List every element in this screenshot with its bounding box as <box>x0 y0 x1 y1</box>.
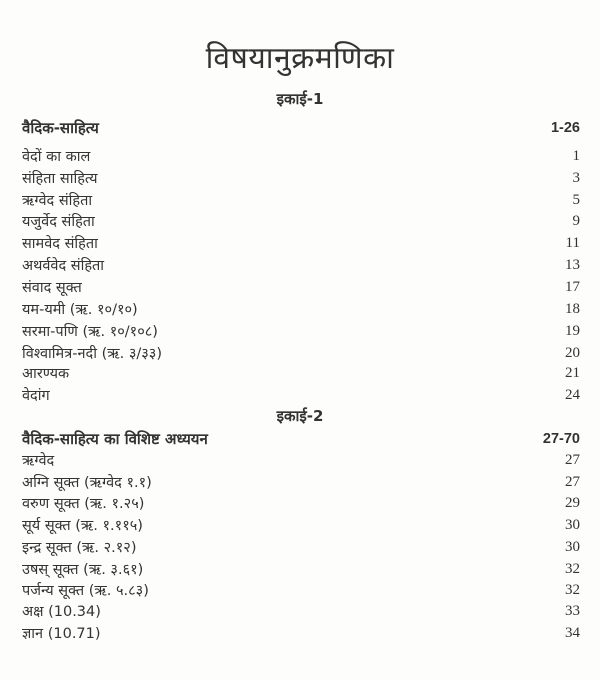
entry-title: सामवेद संहिता <box>22 236 98 252</box>
toc-entry <box>22 232 580 254</box>
entry-page: 34 <box>565 624 580 641</box>
entry-page: 3 <box>572 169 580 186</box>
toc-entry <box>22 579 580 601</box>
entry-title: संहिता साहित्य <box>22 171 98 187</box>
entry-page: 17 <box>565 278 580 295</box>
entry-title: वरुण सूक्त (ऋ. १.२५) <box>22 496 145 512</box>
toc-entry <box>22 298 580 320</box>
entry-page: 9 <box>572 212 580 229</box>
entry-title: सूर्य सूक्त (ऋ. १.११५) <box>22 518 143 534</box>
entry-title: इन्द्र सूक्त (ऋ. २.१२) <box>22 540 137 556</box>
entry-title: संवाद सूक्त <box>22 280 82 296</box>
toc-entry <box>22 189 580 211</box>
section-heading: वैदिक-साहित्य का विशिष्ट अध्ययन <box>22 430 208 448</box>
entry-page: 18 <box>565 300 580 317</box>
entry-title: ऋग्वेद संहिता <box>22 193 93 209</box>
entry-title: यम-यमी (ऋ. १०/१०) <box>22 302 138 318</box>
entry-page: 19 <box>565 322 580 339</box>
toc-entry <box>22 600 580 622</box>
entry-page: 27 <box>565 473 580 490</box>
entry-page: 29 <box>565 494 580 511</box>
entry-title: पर्जन्य सूक्त (ऋ. ५.८३) <box>22 583 149 599</box>
entry-title: सरमा-पणि (ऋ. १०/१०८) <box>22 324 158 340</box>
section-heading: वैदिक-साहित्य <box>22 119 99 137</box>
entry-page: 32 <box>565 560 580 577</box>
entry-page: 5 <box>572 191 580 208</box>
entry-page: 30 <box>565 516 580 533</box>
entry-title: वेदों का काल <box>22 149 91 165</box>
toc-entry <box>22 514 580 536</box>
entry-page: 11 <box>565 234 580 251</box>
entry-page: 1 <box>572 147 580 164</box>
toc-entry <box>22 536 580 558</box>
toc-entry <box>22 449 580 471</box>
entry-page: 27 <box>565 451 580 468</box>
unit-2-heading <box>22 428 580 450</box>
page-title: विषयानुक्रमणिका <box>205 41 395 76</box>
page-range: 27-70 <box>542 431 580 447</box>
page-range: 1-26 <box>550 120 580 136</box>
toc-entry <box>22 145 580 167</box>
unit-2-label: इकाई-2 <box>276 407 324 425</box>
entry-page: 20 <box>565 344 580 361</box>
toc-entry <box>22 558 580 580</box>
entry-title: ऋग्वेद <box>22 453 55 469</box>
entry-title: यजुर्वेद संहिता <box>22 214 95 230</box>
entry-title: विश्वामित्र-नदी (ऋ. ३/३३) <box>22 346 162 362</box>
entry-title: अग्नि सूक्त (ऋग्वेद १.१) <box>22 475 152 491</box>
entry-title: वेदांग <box>22 388 50 404</box>
toc-entry <box>22 167 580 189</box>
entry-page: 33 <box>565 602 580 619</box>
toc-entry <box>22 471 580 493</box>
toc-entry <box>22 622 580 644</box>
entry-page: 32 <box>565 581 580 598</box>
toc-entry <box>22 342 580 364</box>
entry-page: 30 <box>565 538 580 555</box>
toc-entry <box>22 384 580 406</box>
entry-page: 21 <box>565 364 580 381</box>
toc-entry <box>22 254 580 276</box>
entry-title: उषस् सूक्त (ऋ. ३.६१) <box>22 562 144 578</box>
entry-title: ज्ञान (10.71) <box>22 626 101 642</box>
entry-title: अक्ष (10.34) <box>22 604 101 620</box>
unit-1-label: इकाई-1 <box>276 90 324 108</box>
entry-title: आरण्यक <box>22 366 70 382</box>
toc-entry <box>22 276 580 298</box>
toc-entry <box>22 320 580 342</box>
toc-entry <box>22 210 580 232</box>
toc-entry <box>22 492 580 514</box>
unit-1-heading <box>22 117 580 139</box>
toc-entry <box>22 362 580 384</box>
entry-page: 24 <box>565 386 580 403</box>
entry-title: अथर्ववेद संहिता <box>22 258 105 274</box>
entry-page: 13 <box>565 256 580 273</box>
